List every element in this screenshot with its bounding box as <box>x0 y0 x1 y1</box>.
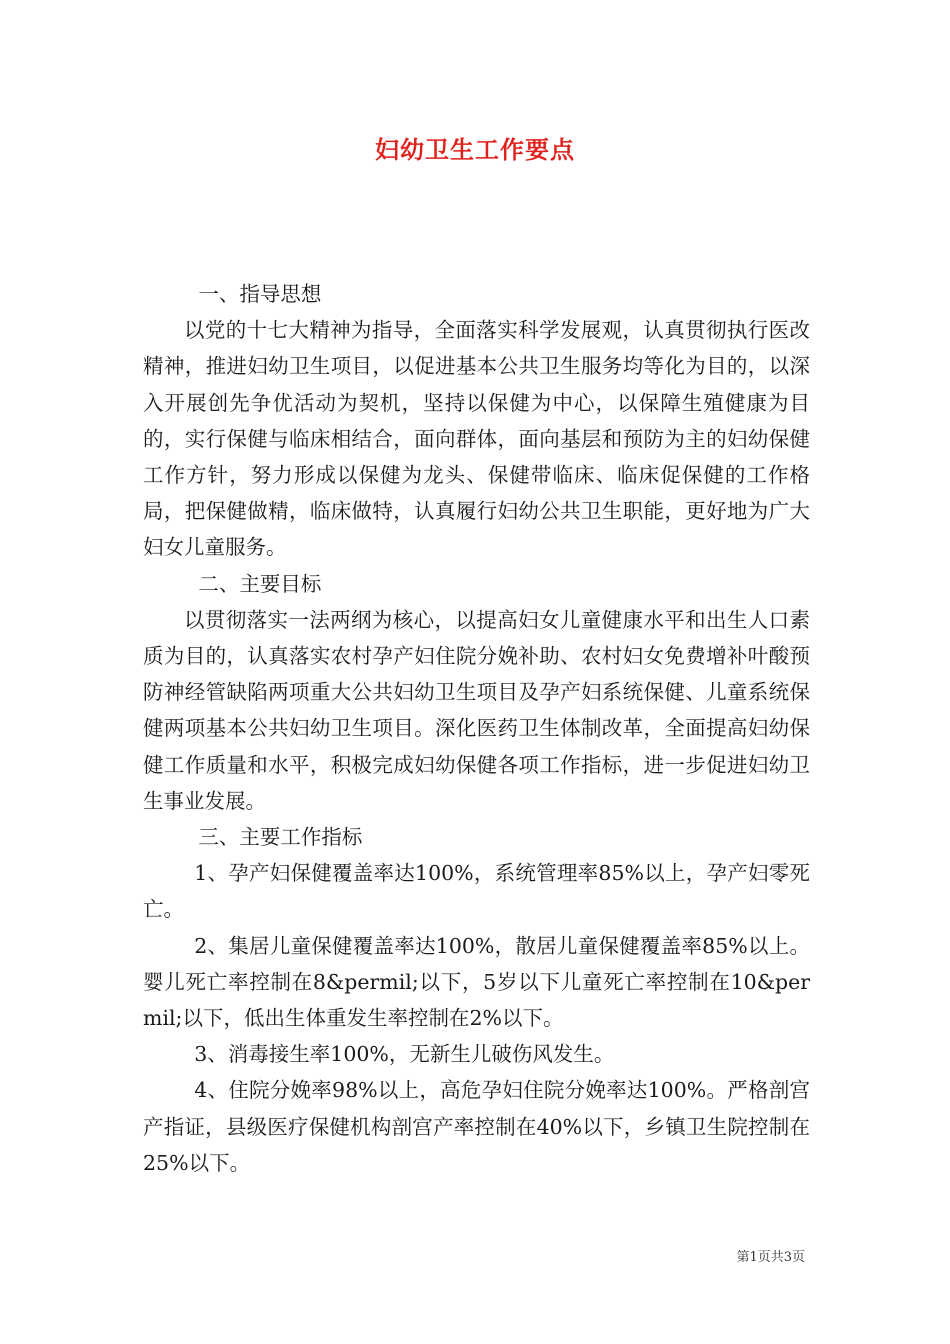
page-number-footer: 第1页共3页 <box>736 1250 805 1265</box>
section-heading-main-goals: 二、主要目标 <box>198 571 322 596</box>
indicator-item-1: 1、孕产妇保健覆盖率达100%，系统管理率85%以上，孕产妇零死亡。 <box>143 861 810 922</box>
section-heading-work-indicators: 三、主要工作指标 <box>198 825 363 850</box>
section-heading-guiding-ideology: 一、指导思想 <box>198 282 322 306</box>
indicator-item-2: 2、集居儿童保健覆盖率达100%，散居儿童保健覆盖率85%以上。婴儿死亡率控制在8&permil;以下，5岁以下儿童死亡率控制在10&permil;以下，低出生体重发生率控制在2%以下。 <box>143 933 810 1031</box>
document-title: 妇幼卫生工作要点 <box>375 135 575 164</box>
paragraph-guiding-ideology: 以党的十七大精神为指导，全面落实科学发展观，认真贯彻执行医改精神，推进妇幼卫生项目，以促进基本公共卫生服务均等化为目的，以深入开展创先争优活动为契机，坚持以保健为中心，以保障生殖健康为目的，实行保健与临床相结合，面向群体，面向基层和预防为主的妇幼保健工作方针，努力形成以保健为龙头、保健带临床、临床促保健的工作格局，把保健做精，临床做特，认真履行妇幼公共卫生职能，更好地为广大妇女儿童服务。 <box>143 318 810 560</box>
indicator-item-4: 4、住院分娩率98%以上，高危孕妇住院分娩率达100%。严格剖宫产指证，县级医疗保健机构剖宫产率控制在40%以下，乡镇卫生院控制在25%以下。 <box>143 1078 810 1175</box>
document-body <box>143 276 810 1181</box>
paragraph-main-goals: 以贯彻落实一法两纲为核心，以提高妇女儿童健康水平和出生人口素质为目的，认真落实农村孕产妇住院分娩补助、农村妇女免费增补叶酸预防神经管缺陷两项重大公共妇幼卫生项目及孕产妇系统保健、儿童系统保健两项基本公共妇幼卫生项目。深化医药卫生体制改革，全面提高妇幼保健工作质量和水平，积极完成妇幼保健各项工作指标，进一步促进妇幼卫生事业发展。 <box>143 607 810 813</box>
indicator-item-3: 3、消毒接生率100%，无新生儿破伤风发生。 <box>194 1042 615 1067</box>
